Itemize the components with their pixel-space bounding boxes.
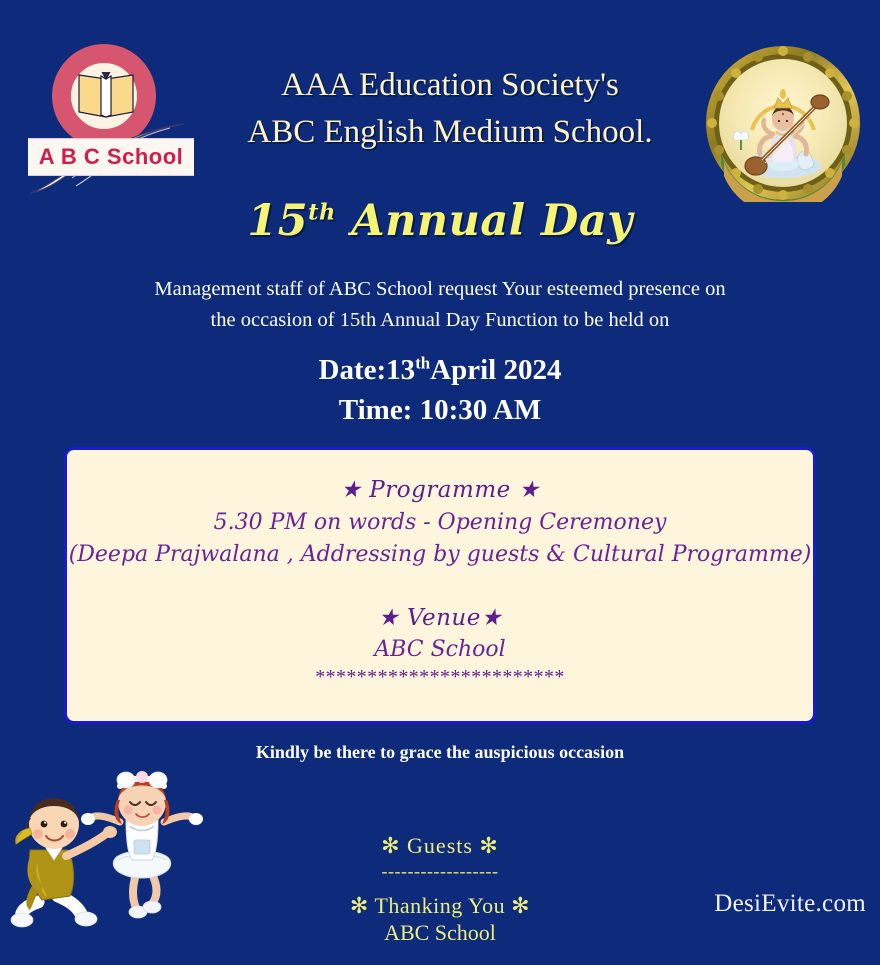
school-logo — [18, 42, 200, 197]
society-name: AAA Education Society's — [281, 67, 619, 103]
footer-school-name: ABC School — [384, 920, 496, 945]
site-watermark: DesiEvite.com — [714, 890, 866, 917]
saraswati-medallion-icon — [704, 44, 862, 202]
request-line-2: the occasion of 15th Annual Day Function to be held on — [210, 309, 670, 332]
programme-box — [64, 447, 816, 724]
grace-line: Kindly be there to grace the auspicious occasion — [255, 742, 625, 762]
header-title — [200, 62, 700, 156]
asterisk-separator: ************************ — [315, 666, 565, 688]
programme-heading: ★ Programme ★ — [340, 477, 540, 503]
logo-banner-text: A B C School — [38, 144, 184, 169]
event-headline — [0, 196, 880, 246]
venue-heading: ★ Venue★ — [378, 605, 502, 631]
thanking-you-text: ✻ Thanking You ✻ — [349, 893, 531, 918]
venue-name: ABC School — [374, 637, 506, 662]
guests-heading: ✻ Guests ✻ — [381, 833, 499, 858]
logo-banner — [28, 138, 194, 176]
request-line-1: Management staff of ABC School request Your esteemed presence on — [154, 278, 726, 300]
date-suffix: April 2024 — [430, 354, 562, 386]
headline-text: Annual Day — [335, 196, 633, 246]
open-book-icon — [75, 70, 137, 120]
programme-line-1: 5.30 PM on words - Opening Ceremoney — [213, 510, 667, 535]
programme-line-2: (Deepa Prajwalana , Addressing by guests & Cultural Programme) — [68, 542, 812, 567]
invitation-request — [0, 274, 880, 336]
headline-ordinal: th — [308, 199, 336, 226]
headline-number: 15 — [247, 196, 309, 246]
event-date — [0, 351, 880, 391]
event-datetime — [0, 351, 880, 430]
school-name: ABC English Medium School. — [247, 113, 653, 150]
dashed-separator: ------------------ — [381, 861, 499, 881]
date-prefix: Date:13 — [318, 354, 416, 386]
date-ordinal: th — [415, 353, 431, 373]
event-time: Time: 10:30 AM — [338, 393, 542, 426]
